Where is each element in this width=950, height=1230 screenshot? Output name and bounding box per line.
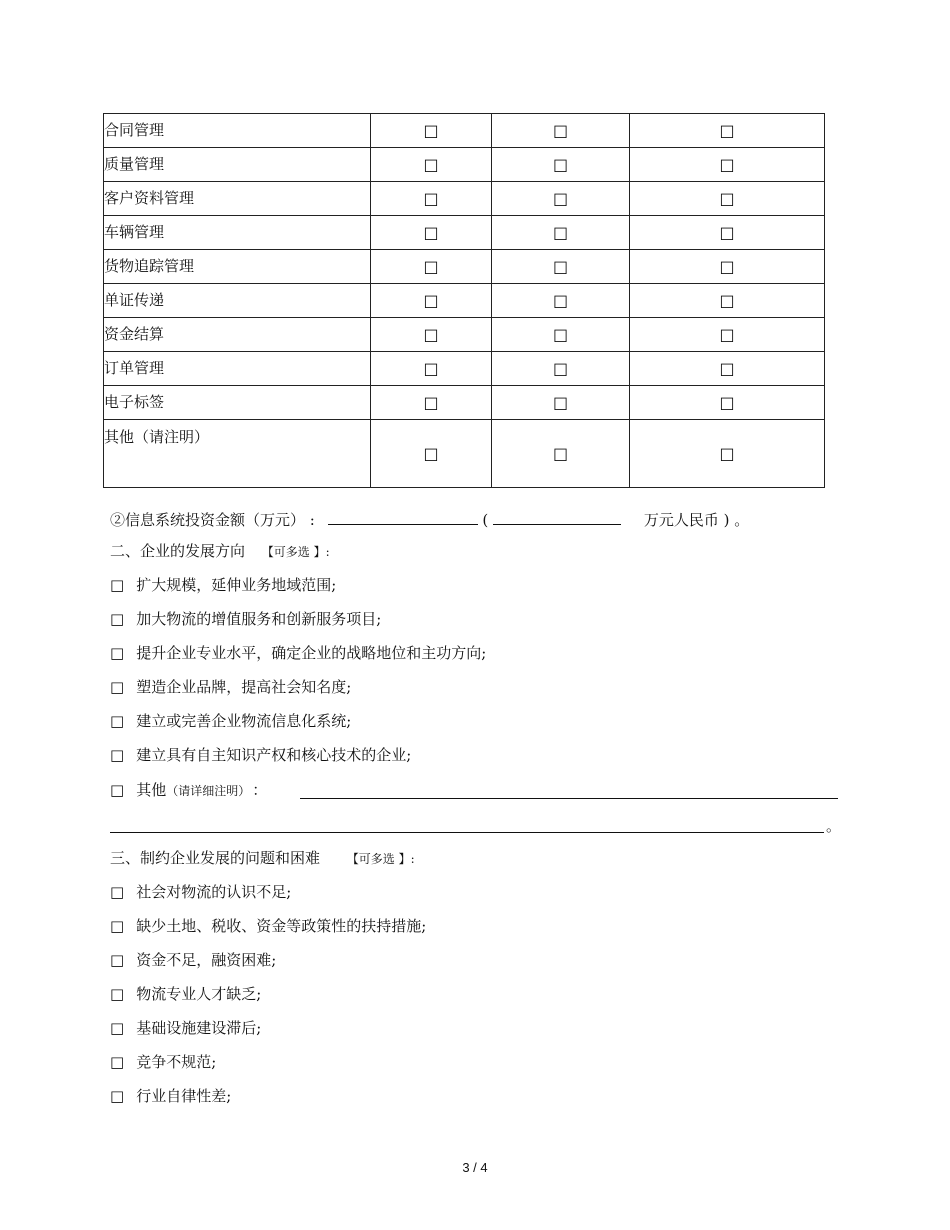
checkbox[interactable]: □ <box>552 324 569 344</box>
checkbox[interactable]: □ <box>110 678 125 696</box>
checkbox[interactable]: □ <box>552 154 569 174</box>
table-row <box>104 148 825 182</box>
other-underline-2[interactable] <box>110 832 824 833</box>
checkbox[interactable]: □ <box>110 883 125 901</box>
checkbox[interactable]: □ <box>423 188 439 208</box>
checkbox[interactable]: □ <box>110 610 125 628</box>
checkbox-cell <box>630 182 825 216</box>
checkbox-cell <box>492 182 630 216</box>
checkbox-cell <box>371 284 492 318</box>
checkbox[interactable]: □ <box>719 120 735 140</box>
option-label: 资金不足，融资困难; <box>136 951 277 969</box>
checkbox-cell <box>492 284 630 318</box>
checkbox[interactable]: □ <box>552 290 569 310</box>
checkbox-cell <box>630 420 825 488</box>
checkbox[interactable]: □ <box>719 290 735 310</box>
checkbox[interactable]: □ <box>110 746 125 764</box>
option-label: 扩大规模，延伸业务地域范围; <box>136 576 337 594</box>
option-label: 行业自律性差; <box>136 1087 232 1105</box>
option-label: 加大物流的增值服务和创新服务项目; <box>136 610 382 628</box>
section3-heading <box>110 848 415 869</box>
page-number: 3 / 4 <box>462 1160 488 1175</box>
investment-rmb-field[interactable] <box>493 508 621 525</box>
row-label: 单证传递 <box>104 284 371 318</box>
checkbox-cell <box>630 318 825 352</box>
section2-title: 二、企业的发展方向 <box>110 542 246 560</box>
investment-amount-field[interactable] <box>328 508 478 525</box>
row-label: 合同管理 <box>104 114 371 148</box>
list-item[interactable] <box>110 643 486 663</box>
checkbox-cell <box>371 386 492 420</box>
option-label: 建立具有自主知识产权和核心技术的企业; <box>136 746 412 764</box>
row-label: 订单管理 <box>104 352 371 386</box>
checkbox[interactable]: □ <box>423 154 439 174</box>
list-item[interactable] <box>110 916 426 936</box>
checkbox[interactable]: □ <box>423 222 439 242</box>
functions-table <box>103 113 825 488</box>
investment-line <box>110 508 749 530</box>
checkbox-cell <box>492 352 630 386</box>
list-item[interactable] <box>110 950 276 970</box>
checkbox[interactable]: □ <box>423 290 439 310</box>
checkbox[interactable]: □ <box>719 443 735 463</box>
checkbox[interactable]: □ <box>552 443 569 463</box>
checkbox[interactable]: □ <box>110 781 125 799</box>
option-label: 竞争不规范; <box>136 1053 217 1071</box>
row-label: 资金结算 <box>104 318 371 352</box>
checkbox-cell <box>492 250 630 284</box>
checkbox[interactable]: □ <box>719 324 735 344</box>
checkbox[interactable]: □ <box>110 1019 125 1037</box>
option-label: 塑造企业品牌，提高社会知名度; <box>136 678 352 696</box>
option-label: 缺少土地、税收、资金等政策性的扶持措施; <box>136 917 427 935</box>
section2-note: 【可多选 】: <box>261 545 330 559</box>
checkbox[interactable]: □ <box>423 324 439 344</box>
checkbox-cell <box>630 114 825 148</box>
checkbox[interactable]: □ <box>110 985 125 1003</box>
investment-open-paren: ( <box>482 511 489 529</box>
checkbox[interactable]: □ <box>423 392 439 412</box>
checkbox[interactable]: □ <box>110 576 125 594</box>
list-item[interactable] <box>110 882 291 902</box>
row-label: 其他（请注明） <box>104 420 371 488</box>
checkbox[interactable]: □ <box>719 392 735 412</box>
other-colon: ： <box>252 781 268 799</box>
checkbox[interactable]: □ <box>719 358 735 378</box>
checkbox[interactable]: □ <box>552 358 569 378</box>
checkbox-cell <box>492 386 630 420</box>
checkbox-cell <box>492 420 630 488</box>
checkbox-cell <box>630 148 825 182</box>
other-label: 其他 <box>136 781 167 799</box>
checkbox[interactable]: □ <box>110 951 125 969</box>
checkbox[interactable]: □ <box>552 256 569 276</box>
checkbox-cell <box>492 318 630 352</box>
table-row <box>104 182 825 216</box>
table-row <box>104 386 825 420</box>
list-item[interactable] <box>110 1086 231 1106</box>
section2-heading <box>110 541 330 562</box>
list-item[interactable] <box>110 711 351 731</box>
row-label: 货物追踪管理 <box>104 250 371 284</box>
section3-note: 【可多选 】: <box>346 852 415 866</box>
checkbox-cell <box>371 216 492 250</box>
list-item[interactable] <box>110 575 336 595</box>
checkbox-cell <box>492 148 630 182</box>
table-row <box>104 352 825 386</box>
checkbox[interactable]: □ <box>719 256 735 276</box>
checkbox[interactable]: □ <box>552 120 569 140</box>
checkbox-cell <box>630 352 825 386</box>
list-item[interactable] <box>110 1052 216 1072</box>
option-label: 建立或完善企业物流信息化系统; <box>136 712 352 730</box>
table-row <box>104 114 825 148</box>
investment-label: ②信息系统投资金额（万元） : <box>110 511 315 529</box>
checkbox[interactable]: □ <box>110 1087 125 1105</box>
checkbox-cell <box>371 250 492 284</box>
checkbox[interactable]: □ <box>110 712 125 730</box>
other-underline-1[interactable] <box>300 798 838 799</box>
list-item[interactable] <box>110 677 351 697</box>
option-label: 提升企业专业水平，确定企业的战略地位和主功方向; <box>136 644 487 662</box>
checkbox[interactable]: □ <box>423 443 439 463</box>
checkbox-cell <box>630 216 825 250</box>
checkbox-cell <box>371 182 492 216</box>
checkbox[interactable]: □ <box>110 1053 125 1071</box>
checkbox-cell <box>371 352 492 386</box>
table-row <box>104 318 825 352</box>
checkbox[interactable]: □ <box>552 392 569 412</box>
other-note: （请详细注明） <box>166 784 245 798</box>
other-end-mark: 。 <box>826 817 842 835</box>
table-row <box>104 216 825 250</box>
checkbox-cell <box>630 386 825 420</box>
checkbox[interactable]: □ <box>110 644 125 662</box>
row-label: 电子标签 <box>104 386 371 420</box>
checkbox-cell <box>492 114 630 148</box>
checkbox-cell <box>371 318 492 352</box>
row-label: 车辆管理 <box>104 216 371 250</box>
list-item[interactable] <box>110 984 261 1004</box>
list-item[interactable] <box>110 745 411 765</box>
checkbox-cell <box>630 284 825 318</box>
checkbox[interactable]: □ <box>552 188 569 208</box>
section2-other[interactable] <box>110 780 275 801</box>
list-item[interactable] <box>110 609 381 629</box>
checkbox-cell <box>630 250 825 284</box>
list-item[interactable] <box>110 1018 261 1038</box>
investment-unit: 万元人民币 ) 。 <box>643 511 750 529</box>
checkbox-cell <box>371 114 492 148</box>
checkbox[interactable]: □ <box>423 256 439 276</box>
checkbox[interactable]: □ <box>423 358 439 378</box>
checkbox[interactable]: □ <box>719 188 735 208</box>
table-row <box>104 284 825 318</box>
option-label: 基础设施建设滞后; <box>136 1019 262 1037</box>
checkbox-cell <box>371 420 492 488</box>
option-label: 物流专业人才缺乏; <box>136 985 262 1003</box>
checkbox[interactable]: □ <box>552 222 569 242</box>
checkbox[interactable]: □ <box>719 154 735 174</box>
section3-title: 三、制约企业发展的问题和困难 <box>110 849 321 867</box>
row-label: 质量管理 <box>104 148 371 182</box>
table-row <box>104 420 825 488</box>
table-row <box>104 250 825 284</box>
checkbox-cell <box>492 216 630 250</box>
checkbox-cell <box>371 148 492 182</box>
row-label: 客户资料管理 <box>104 182 371 216</box>
option-label: 社会对物流的认识不足; <box>136 883 292 901</box>
checkbox[interactable]: □ <box>719 222 735 242</box>
checkbox[interactable]: □ <box>110 917 125 935</box>
checkbox[interactable]: □ <box>423 120 439 140</box>
